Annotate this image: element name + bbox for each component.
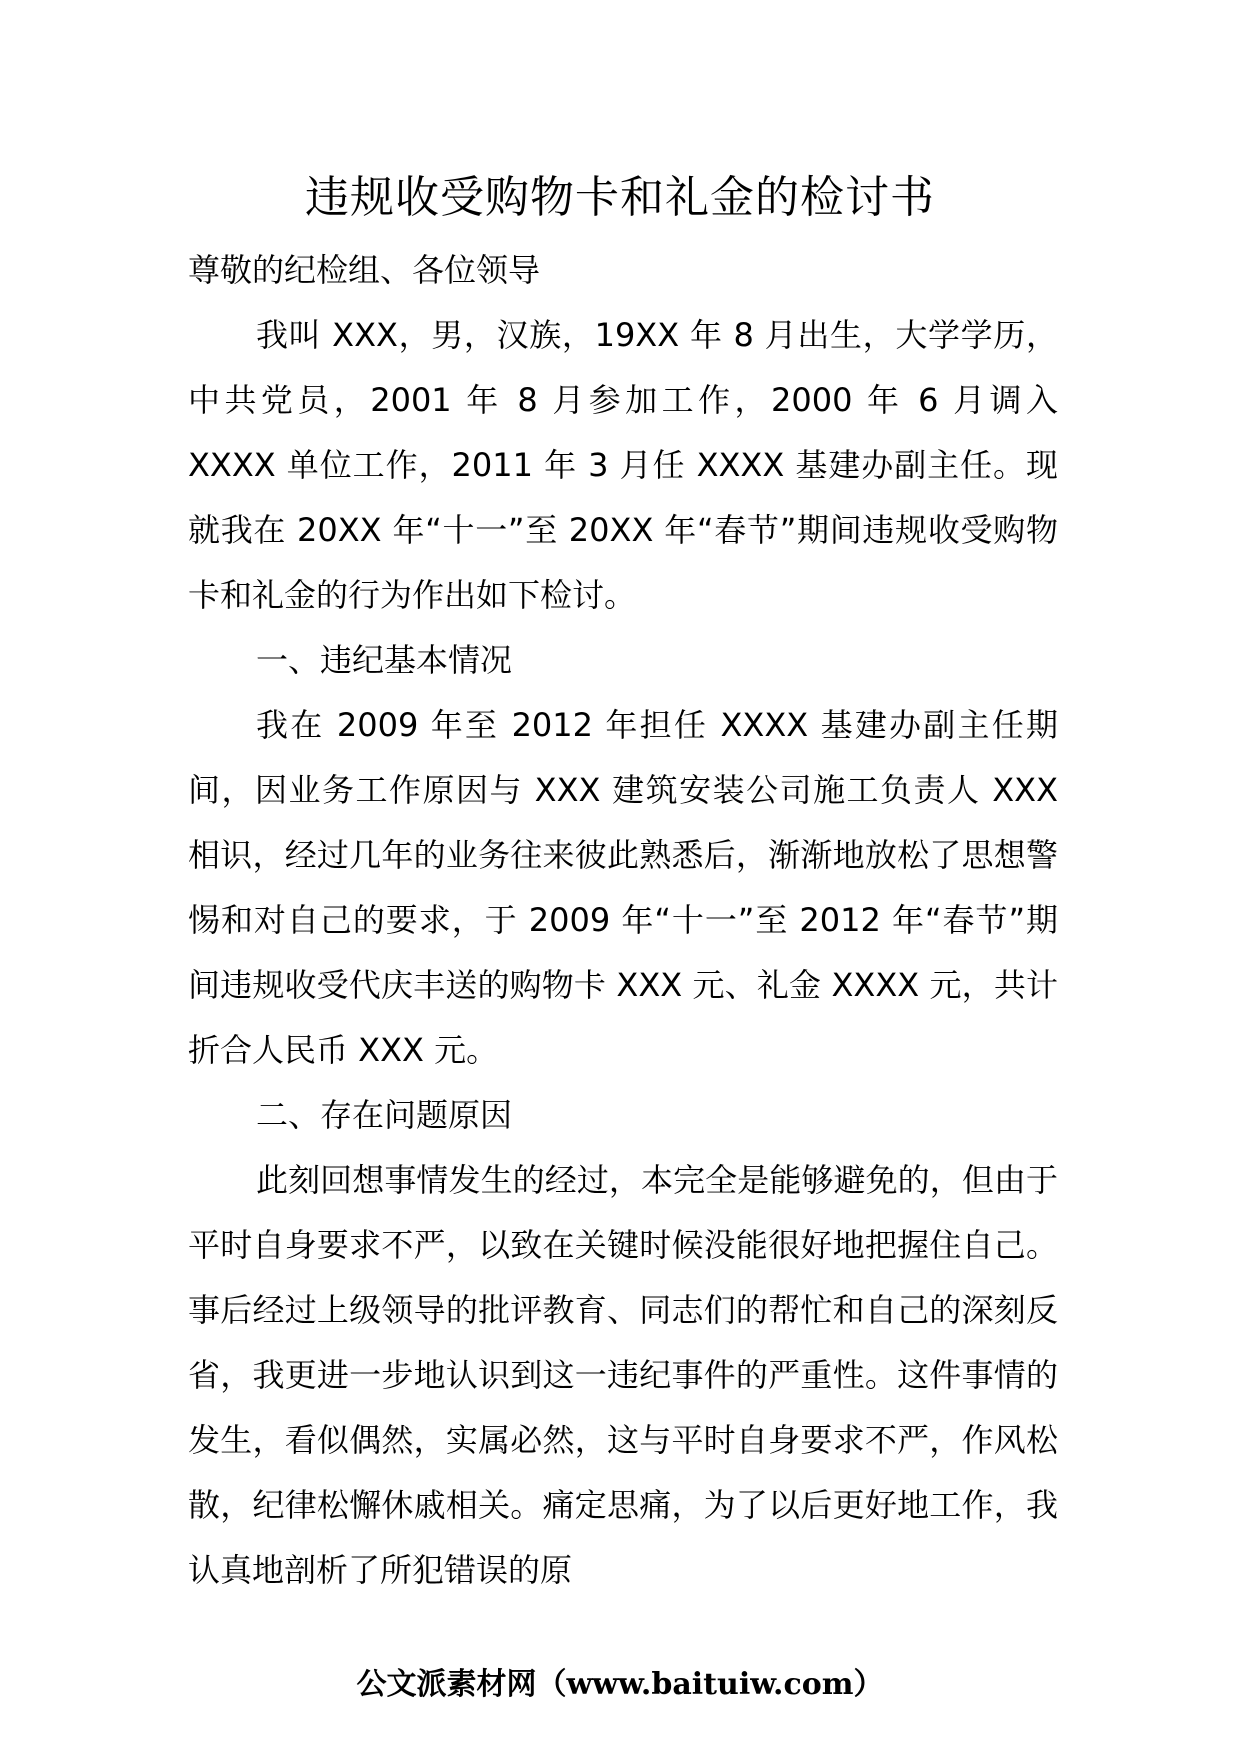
footer-watermark: 公文派素材网（www.baituiw.com） (356, 1667, 884, 1702)
document-body (188, 238, 1058, 1603)
section-heading-1: 一、违纪基本情况 (256, 641, 513, 679)
salutation: 尊敬的纪检组、各位领导 (188, 251, 541, 289)
section-1-paragraph: 我在 2009 年至 2012 年担任 XXXX 基建办副主任期间，因业务工作原因与 XXX 建筑安装公司施工负责人 XXX 相识，经过几年的业务往来彼此熟悉后，渐渐地放松了思想警惕和对自己的要求，于 2009 年“十一”至 2012 年“春节”期间违规收受代庆丰送的购物卡 XXX 元、礼金 XXXX 元，共计折合人民币 XXX 元。 (188, 706, 1058, 1069)
document-title: 违规收受购物卡和礼金的检讨书 (305, 172, 935, 223)
intro-paragraph: 我叫 XXX，男，汉族，19XX 年 8 月出生，大学学历，中共党员，2001 年 8 月参加工作，2000 年 6 月调入 XXXX 单位工作，2011 年 3 月任 XXXX 基建办副主任。现就我在 20XX 年“十一”至 20XX 年“春节”期间违规收受购物卡和礼金的行为作出如下检讨。 (188, 316, 1058, 614)
section-2-paragraph: 此刻回想事情发生的经过，本完全是能够避免的，但由于平时自身要求不严，以致在关键时候没能很好地把握住自己。事后经过上级领导的批评教育、同志们的帮忙和自己的深刻反省，我更进一步地认识到这一违纪事件的严重性。这件事情的发生，看似偶然，实属必然，这与平时自身要求不严，作风松散，纪律松懈休戚相关。痛定思痛，为了以后更好地工作，我认真地剖析了所犯错误的原 (188, 1161, 1058, 1589)
section-heading-2: 二、存在问题原因 (256, 1096, 513, 1134)
